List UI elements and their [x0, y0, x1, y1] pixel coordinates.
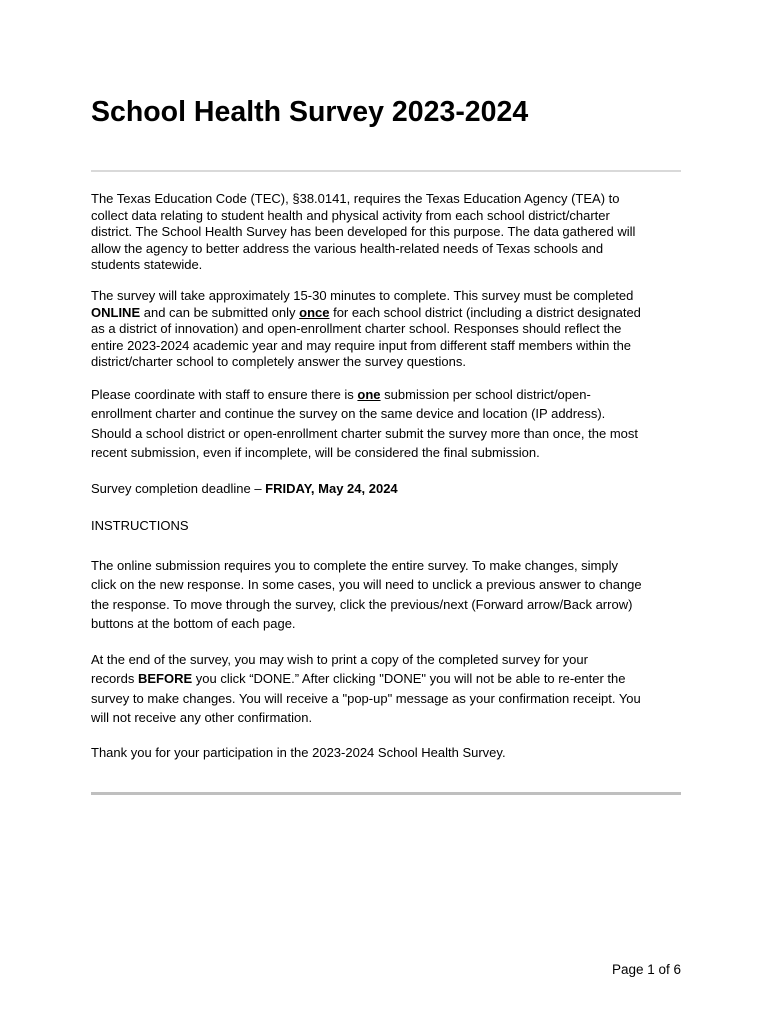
top-divider — [91, 170, 681, 172]
one-emphasis: one — [357, 387, 381, 402]
coordinate-line — [91, 385, 683, 404]
print-line: At the end of the survey, you may wish to print a copy of the completed survey for your — [91, 652, 588, 667]
before-emphasis: BEFORE — [137, 671, 193, 687]
online-line: click on the new response. In some cases, you will need to unclick a previous answer to change — [91, 577, 642, 593]
online-line: the response. To move through the survey, click the previous/next (Forward arrow/Back arrow) — [91, 596, 633, 612]
print-text: records — [91, 671, 138, 687]
print-paragraph — [91, 650, 683, 728]
online-line: buttons at the bottom of each page. — [91, 616, 296, 632]
coordinate-text: submission per school district/open- — [380, 387, 591, 402]
deadline-paragraph — [91, 481, 683, 498]
thanks-paragraph: Thank you for your participation in the 2023-2024 School Health Survey. — [91, 745, 506, 760]
duration-line: entire 2023-2024 academic year and may require input from different staff members within the — [91, 337, 632, 353]
intro-line: allow the agency to better address the various health-related needs of Texas schools and — [91, 240, 604, 256]
deadline-line — [91, 481, 683, 498]
page-number: Page 1 of 6 — [611, 962, 681, 977]
duration-paragraph — [91, 288, 683, 371]
print-line — [91, 669, 683, 688]
deadline-label: Survey completion deadline – — [91, 481, 266, 496]
intro-line: collect data relating to student health and physical activity from each school district/charter — [91, 207, 610, 223]
online-paragraph — [91, 556, 683, 634]
intro-line: district. The School Health Survey has been developed for this purpose. The data gathered will — [91, 224, 636, 240]
online-emphasis: ONLINE — [91, 304, 141, 320]
intro-line: students statewide. — [91, 257, 203, 273]
coordinate-line: recent submission, even if incomplete, will be considered the final submission. — [91, 445, 540, 461]
coordinate-line: Should a school district or open-enrollment charter submit the survey more than once, the most — [91, 425, 638, 441]
duration-line — [91, 305, 683, 322]
online-line: The online submission requires you to complete the entire survey. To make changes, simply — [91, 558, 619, 573]
print-text: you click “DONE.” After clicking "DONE" you will not be able to re-enter the — [192, 671, 626, 687]
page-title: School Health Survey 2023-2024 — [91, 96, 529, 128]
deadline-date: FRIDAY, May 24, 2024 — [265, 481, 398, 496]
print-line: survey to make changes. You will receive a "pop-up" message as your confirmation receipt. You — [91, 690, 641, 706]
intro-paragraph — [91, 191, 683, 274]
once-emphasis: once — [299, 304, 330, 320]
coordinate-text: Please coordinate with staff to ensure there is — [91, 387, 358, 402]
instructions-heading: INSTRUCTIONS — [91, 518, 189, 533]
duration-text: for each school district (including a district designated — [329, 304, 641, 320]
coordinate-paragraph — [91, 385, 683, 463]
duration-text: and can be submitted only — [140, 304, 300, 320]
print-line: will not receive any other confirmation. — [91, 710, 313, 726]
duration-line: as a district of innovation) and open-enrollment charter school. Responses should reflect the — [91, 321, 622, 337]
duration-line: district/charter school to completely answer the survey questions. — [91, 354, 467, 370]
bottom-divider — [91, 792, 681, 795]
intro-line: The Texas Education Code (TEC), §38.0141, requires the Texas Education Agency (TEA) to — [91, 191, 620, 206]
duration-line: The survey will take approximately 15-30 minutes to complete. This survey must be completed — [91, 288, 634, 303]
coordinate-line: enrollment charter and continue the survey on the same device and location (IP address). — [91, 406, 606, 422]
